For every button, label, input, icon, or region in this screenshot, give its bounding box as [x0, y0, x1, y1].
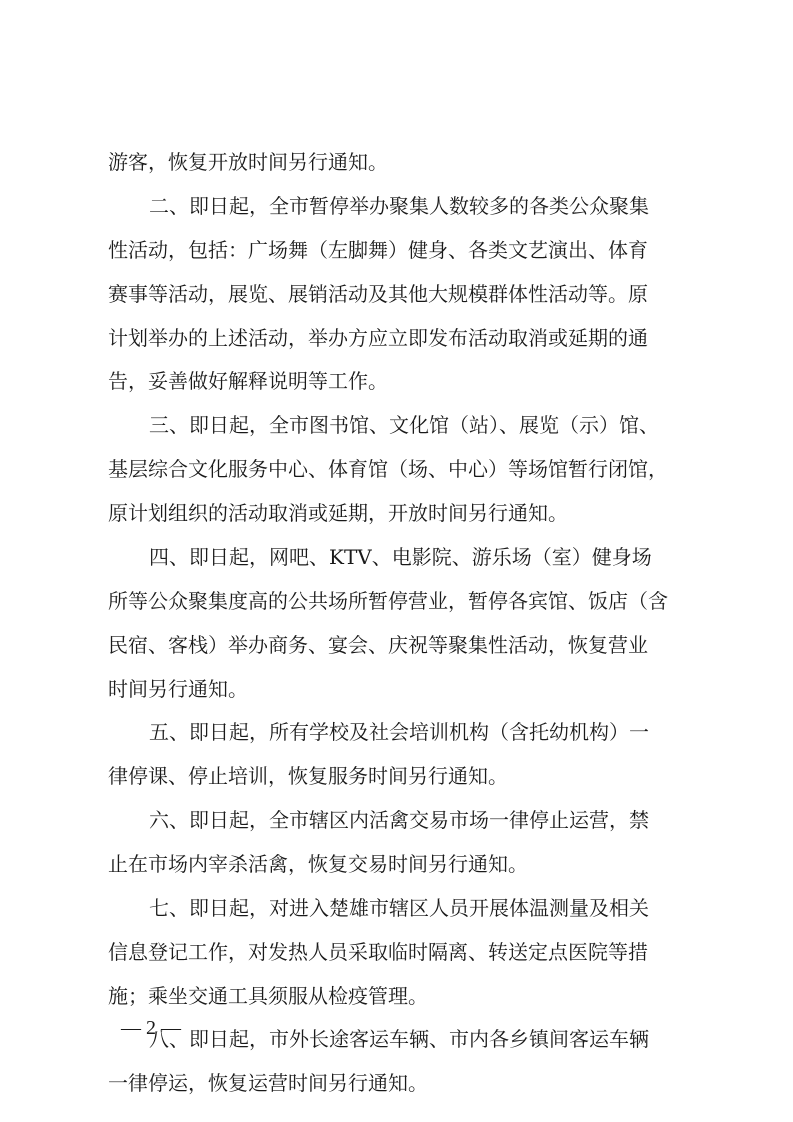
text-line: 六、即日起，全市辖区内活禽交易市场一律停止运营，禁	[149, 808, 649, 832]
text-line: 游客，恢复开放时间另行通知。	[108, 150, 388, 174]
text-line: 一律停运，恢复运营时间另行通知。	[108, 1071, 428, 1095]
text-line: 五、即日起，所有学校及社会培训机构（含托幼机构）一	[149, 720, 649, 744]
text-line: 原计划组织的活动取消或延期，开放时间另行通知。	[108, 501, 568, 525]
text-line: 四、即日起，网吧、KTV、电影院、游乐场（室）健身场	[149, 545, 652, 569]
text-line: 时间另行通知。	[108, 677, 248, 701]
text-line: 赛事等活动，展览、展销活动及其他大规模群体性活动等。原	[108, 282, 648, 306]
text-line: 止在市场内宰杀活禽，恢复交易时间另行通知。	[108, 852, 528, 876]
text-line: 性活动，包括：广场舞（左脚舞）健身、各类文艺演出、体育	[108, 238, 648, 262]
text-line: 所等公众聚集度高的公共场所暂停营业，暂停各宾馆、饭店（含	[108, 589, 668, 613]
text-line: 信息登记工作，对发热人员采取临时隔离、转送定点医院等措	[108, 940, 648, 964]
text-line: 基层综合文化服务中心、体育馆（场、中心）等场馆暂行闭馆，	[108, 457, 668, 481]
text-line: 律停课、停止培训，恢复服务时间另行通知。	[108, 764, 508, 788]
text-line: 二、即日起，全市暂停举办聚集人数较多的各类公众聚集	[149, 194, 649, 218]
text-line: 计划举办的上述活动，举办方应立即发布活动取消或延期的通	[108, 326, 648, 350]
text-line: 三、即日起，全市图书馆、文化馆（站）、展览（示）馆、	[149, 413, 659, 437]
text-line: 告，妥善做好解释说明等工作。	[108, 369, 388, 393]
text-line: 施；乘坐交通工具须服从检疫管理。	[108, 984, 428, 1008]
text-line: 民宿、客栈）举办商务、宴会、庆祝等聚集性活动，恢复营业	[108, 633, 648, 657]
page-number: — 2 —	[121, 1017, 181, 1039]
text-line: 八、即日起，市外长途客运车辆、市内各乡镇间客运车辆	[149, 1027, 649, 1051]
text-line: 七、即日起，对进入楚雄市辖区人员开展体温测量及相关	[149, 896, 649, 920]
